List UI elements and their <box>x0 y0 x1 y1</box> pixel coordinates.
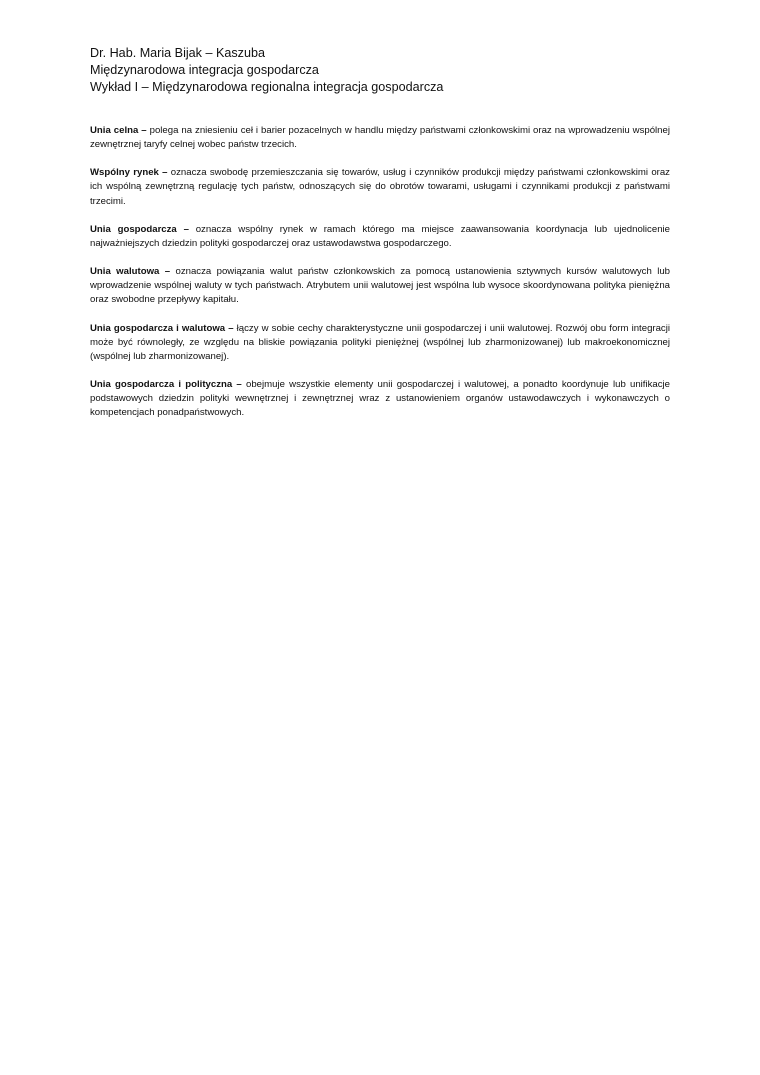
lecture-title: Wykład I – Międzynarodowa regionalna integracja gospodarcza <box>90 80 444 94</box>
definition-term: Unia gospodarcza i walutowa – <box>90 322 234 334</box>
definition-term: Unia gospodarcza – <box>90 223 189 235</box>
definition-text: obejmuje wszystkie elementy unii gospodarczej i walutowej, a ponadto koordynuje lub unifikacje podstawowych dziedzin polityki wewnętrznej i zewnętrznej wraz z ustanowieniem organów ustawodawczych i wykonawczych o kompetencjach ponadpaństwowych. <box>90 379 670 419</box>
definition-paragraph-common-market <box>90 166 670 208</box>
definition-paragraph-economic-monetary-union <box>90 322 670 364</box>
document-header <box>90 45 680 96</box>
definition-text: oznacza swobodę przemieszczania się towarów, usług i czynników produkcji między państwami członkowskimi oraz ich wspólną zewnętrzną regulację tych państw, odnoszących się do obrotów towarami, usługami i czynnikami produkcji z państwami trzecimi. <box>90 167 670 207</box>
definition-paragraph-customs-union <box>90 124 670 152</box>
definition-term: Unia celna – <box>90 125 147 136</box>
course-title: Międzynarodowa integracja gospodarcza <box>90 63 319 77</box>
definition-term: Unia gospodarcza i polityczna – <box>90 379 242 391</box>
definition-paragraph-monetary-union <box>90 265 670 307</box>
document-body <box>90 124 670 435</box>
definition-text: polega na zniesieniu ceł i barier pozacelnych w handlu między państwami członkowskimi oraz na wprowadzeniu wspólnej zewnętrznej taryfy celnej wobec państw trzecich. <box>90 125 670 151</box>
definition-text: łączy w sobie cechy charakterystyczne unii gospodarczej i unii walutowej. Rozwój obu form integracji może być równoległy, ze względu na bliskie powiązania polityki pieniężnej (wspólnej lub zharmonizowanej) lub makroekonomicznej (wspólnej lub zharmonizowanej). <box>90 322 670 362</box>
definition-text: oznacza wspólny rynek w ramach którego ma miejsce zaawansowania koordynacja lub ujednolicenie najważniejszych dziedzin polityki gospodarczej oraz ustawodawstwa gospodarczego. <box>90 223 670 249</box>
definition-text: oznacza powiązania walut państw członkowskich za pomocą ustanowienia sztywnych kursów walutowych lub wprowadzenie wspólnej waluty w tych państwach. Atrybutem unii walutowej jest wspólna lub wysoce skoordynowana polityka pieniężna oraz swobodne przepływy kapitału. <box>90 266 671 306</box>
definition-term: Wspólny rynek – <box>90 167 168 179</box>
author-line: Dr. Hab. Maria Bijak – Kaszuba <box>90 46 265 60</box>
definition-term: Unia walutowa – <box>90 266 171 278</box>
definition-paragraph-economic-political-union <box>90 378 670 420</box>
definition-paragraph-economic-union <box>90 223 670 251</box>
